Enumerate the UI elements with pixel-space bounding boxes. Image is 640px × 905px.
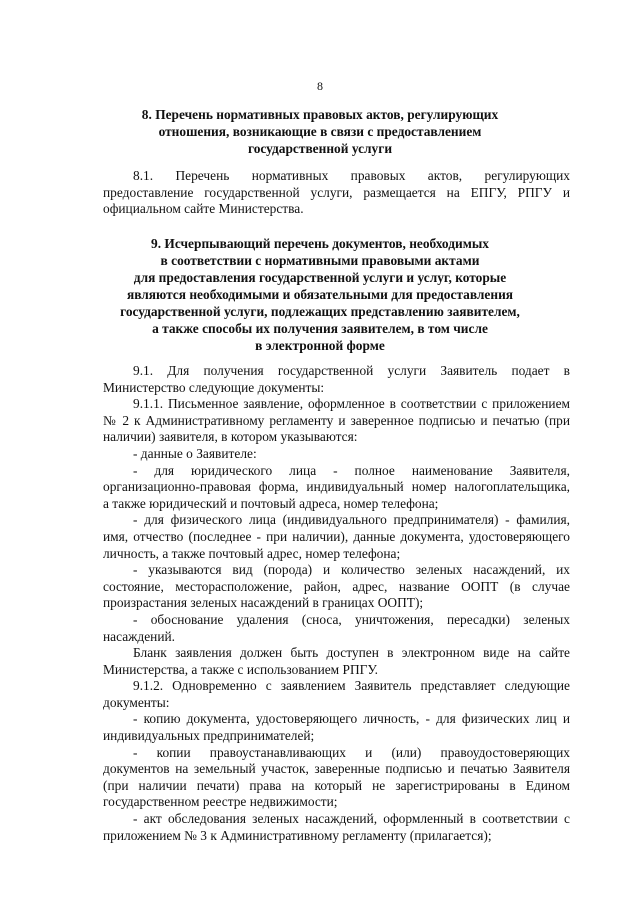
heading-line: в электронной форме [255, 338, 385, 353]
text-line: Министерство следующие документы: [103, 379, 325, 395]
heading-line: а также способы их получения заявителем, в том числе [152, 321, 488, 336]
heading-line: 8. Перечень нормативных правовых актов, регулирующих [141, 107, 499, 122]
text-line: насаждений. [103, 628, 176, 644]
text-line: государственном реестре недвижимости; [103, 794, 338, 810]
text-line: личность, а также почтовый адрес, номер телефона; [103, 545, 401, 561]
text-line: приложением № 3 к Административному регламенту (прилагается); [103, 827, 492, 843]
text-line: - для физического лица (индивидуального предпринимателя) - фамилия, [133, 512, 570, 528]
text-line: 8.1. Перечень нормативных правовых актов, регулирующих [133, 168, 570, 183]
text-line: предоставление государственной услуги, размещается на ЕПГУ, РПГУ и [103, 184, 570, 200]
text-line: - для юридического лица - полное наименование Заявителя, [133, 462, 570, 478]
text-line: произрастания зеленых насаждений в границах ООПТ); [103, 595, 424, 611]
text-line: 9.1. Для получения государственной услуги Заявитель подает в [133, 363, 570, 378]
text-line: состояние, месторасположение, район, адрес, название ООПТ (в случае [103, 578, 570, 594]
paragraph-8-1 [103, 168, 570, 218]
text-line: организационно-правовая форма, индивидуальный номер налогоплательщика, [103, 479, 570, 495]
text-line: документы: [103, 694, 170, 710]
text-line: 9.1.2. Одновременно с заявлением Заявитель представляет следующие [133, 678, 570, 694]
text-line: - акт обследования зеленых насаждений, оформленный в соответствии с [133, 811, 570, 827]
text-line: а также юридический и почтовый адреса, номер телефона; [103, 495, 439, 511]
heading-line: отношения, возникающие в связи с предоставлением [158, 124, 482, 139]
heading-line: для предоставления государственной услуги и услуг, которые [133, 270, 507, 285]
text-line: - копию документа, удостоверяющего личность, - для физических лиц и [133, 711, 570, 727]
page-number: 8 [317, 79, 323, 93]
text-line: - копии правоустанавливающих и (или) правоудостоверяющих [133, 744, 570, 760]
text-line: 9.1.1. Письменное заявление, оформленное в соответствии с приложением [133, 396, 570, 412]
heading-line: государственной услуги, подлежащих представлению заявителем, [120, 304, 520, 319]
text-line: - обоснование удаления (сноса, уничтожения, пересадки) зеленых [133, 611, 570, 627]
text-line: документов на земельный участок, заверенные подписью и печатью Заявителя [103, 761, 570, 777]
section-9-body [103, 363, 570, 844]
text-line: официальном сайте Министерства. [103, 201, 304, 217]
text-line: - данные о Заявителе: [133, 445, 257, 461]
text-line: № 2 к Административному регламенту и заверенное подписью и печатью (при [103, 412, 570, 428]
text-line: Бланк заявления должен быть доступен в электронном виде на сайте [133, 645, 570, 661]
section-9-heading [100, 235, 540, 354]
heading-line: государственной услуги [247, 141, 393, 156]
text-line: - указываются вид (порода) и количество зеленых насаждений, их [133, 562, 570, 578]
section-8-heading [100, 106, 540, 157]
text-line: имя, отчество (последнее - при наличии), данные документа, удостоверяющего [103, 528, 570, 544]
text-line: индивидуальных предпринимателей; [103, 728, 315, 744]
heading-line: в соответствии с нормативными правовыми актами [160, 253, 480, 268]
text-line: (при наличии печати) права на который не зарегистрированы в Едином [103, 777, 570, 793]
text-line: наличии) заявителя, в котором указываются: [103, 429, 358, 445]
heading-line: являются необходимыми и обязательными для предоставления [126, 287, 514, 302]
text-line: Министерства, а также с использованием РПГУ. [103, 661, 379, 677]
heading-line: 9. Исчерпывающий перечень документов, необходимых [151, 236, 489, 251]
